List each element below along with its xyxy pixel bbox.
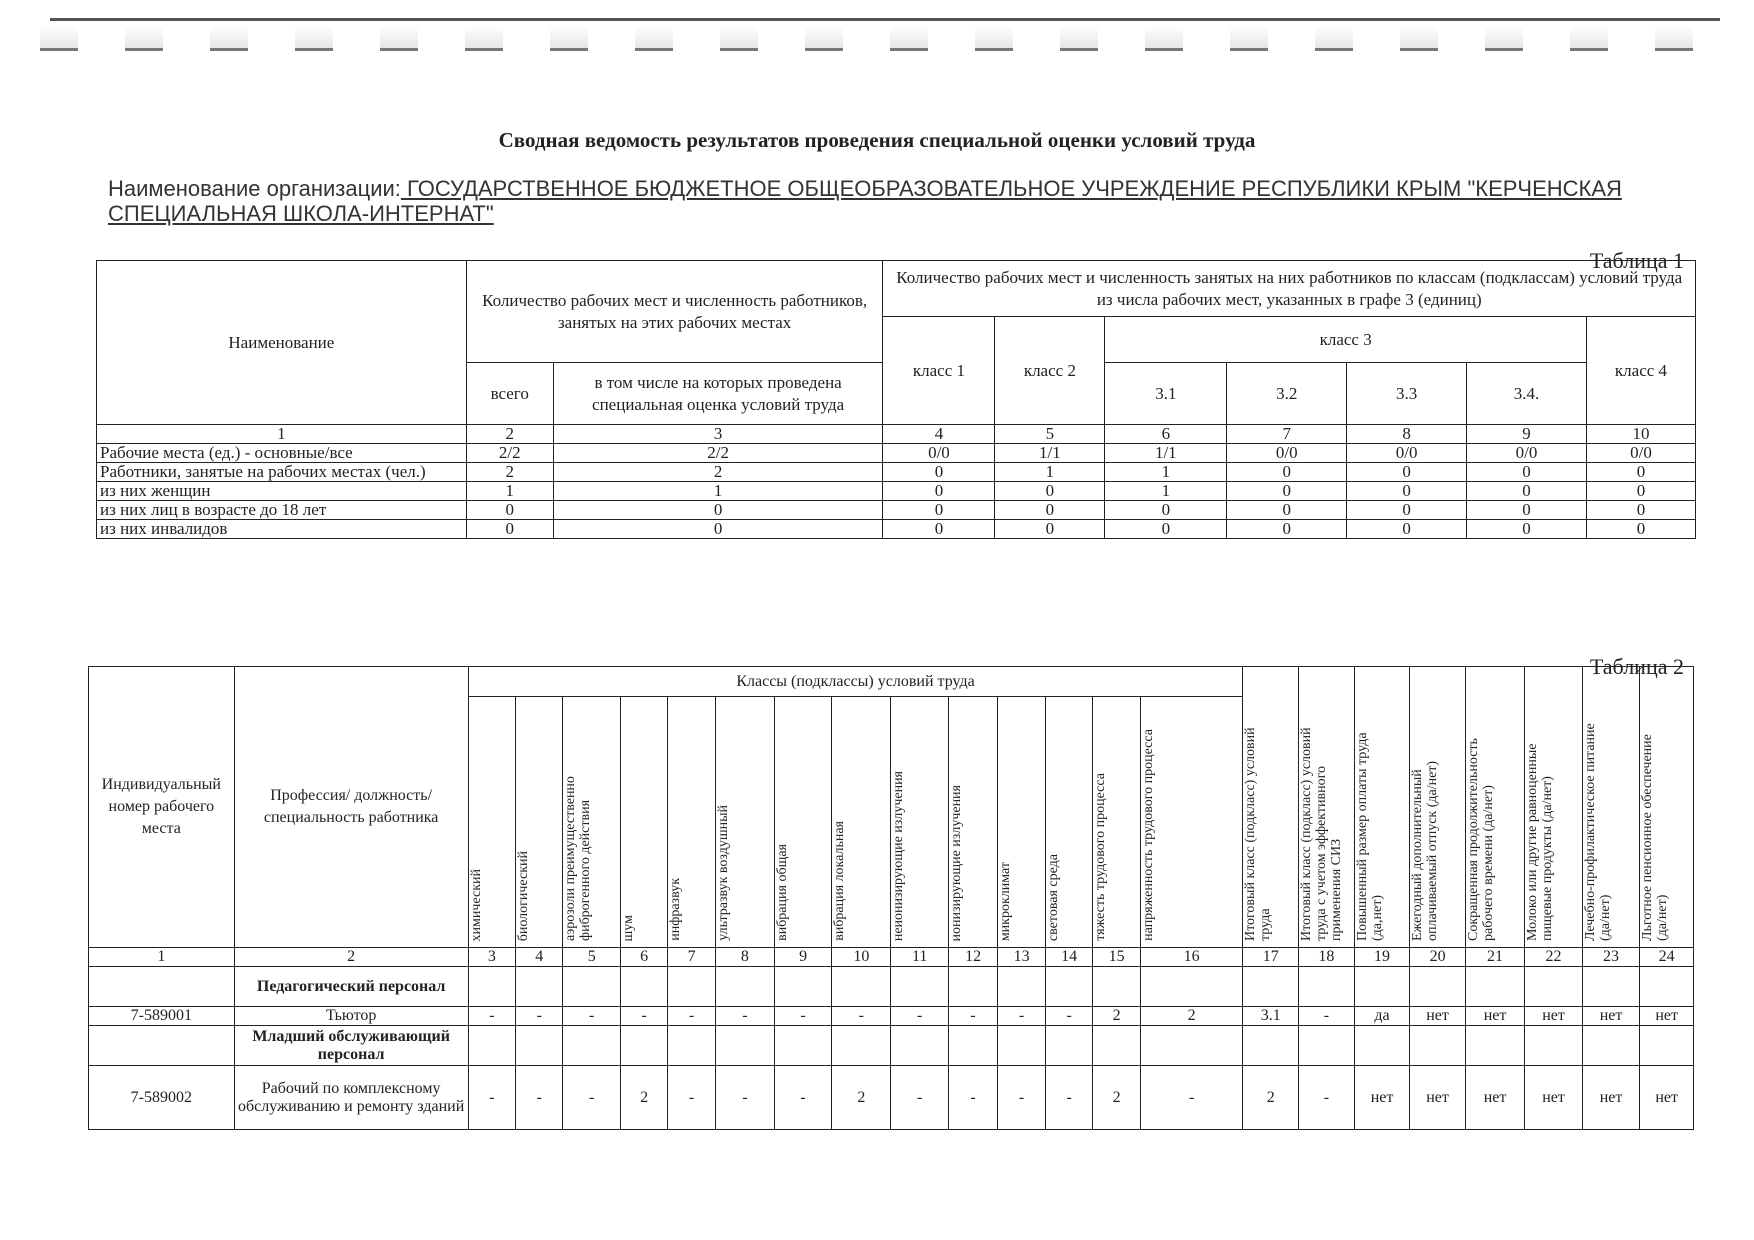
- group-label: Педагогический персонал: [234, 967, 468, 1007]
- cell: 2/2: [553, 444, 883, 463]
- t1-colnum: 9: [1467, 425, 1587, 444]
- t1-colnum: 2: [466, 425, 553, 444]
- cell: 0: [1227, 501, 1347, 520]
- group-row: [89, 1026, 1694, 1066]
- cell: 1: [1105, 463, 1227, 482]
- binding-hole: [550, 26, 588, 51]
- binding-hole: [125, 26, 163, 51]
- t2-colnum: 15: [1093, 948, 1141, 967]
- t2-colnum: 24: [1640, 948, 1694, 967]
- binding-hole: [975, 26, 1013, 51]
- binding-hole: [1230, 26, 1268, 51]
- t2-colnum: 10: [832, 948, 891, 967]
- t2-factor-header: неионизирующие излучения: [891, 697, 948, 948]
- workplace-id: 7-589002: [89, 1066, 235, 1130]
- t1-colnum: 6: [1105, 425, 1227, 444]
- cell: 0: [995, 501, 1105, 520]
- t2-header-profession: Профессия/ должность/ специальность работника: [234, 667, 468, 948]
- t1-colnum: 4: [883, 425, 995, 444]
- cell: 0: [466, 501, 553, 520]
- cell: 0: [883, 463, 995, 482]
- t2-factor-header: химический: [468, 697, 515, 948]
- t2-extra-header: Ежегодный дополнительный оплачиваемый отпуск (да/нет): [1410, 667, 1466, 948]
- cell: 0/0: [883, 444, 995, 463]
- t2-colnum: 6: [620, 948, 667, 967]
- binding-hole: [1145, 26, 1183, 51]
- cell: 0: [1227, 463, 1347, 482]
- cell: 0/0: [1227, 444, 1347, 463]
- t1-header-class3: класс 3: [1105, 317, 1587, 363]
- workplace-profession: Тьютор: [234, 1007, 468, 1026]
- t2-factor-header: тяжесть трудового процесса: [1093, 697, 1141, 948]
- t2-factor-header: инфразвук: [668, 697, 715, 948]
- t2-colnum: 11: [891, 948, 948, 967]
- t2-colnum: 2: [234, 948, 468, 967]
- t2-extra-header: Лечебно-профилактическое питание (да/нет): [1582, 667, 1640, 948]
- t2-colnum: 4: [516, 948, 563, 967]
- table-row: [97, 482, 1696, 501]
- t2-colnum: 16: [1140, 948, 1243, 967]
- table-row: [97, 463, 1696, 482]
- t2-colnum: 14: [1045, 948, 1093, 967]
- t1-header-3-2: 3.2: [1227, 363, 1347, 425]
- cell: нет: [1410, 1066, 1466, 1130]
- cell: 0: [1586, 463, 1695, 482]
- t2-colnum: 5: [563, 948, 621, 967]
- cell: -: [468, 1066, 515, 1130]
- cell: 0: [1467, 482, 1587, 501]
- cell: -: [832, 1007, 891, 1026]
- cell: -: [468, 1007, 515, 1026]
- t1-header-total: всего: [466, 363, 553, 425]
- t2-factor-header: биологический: [516, 697, 563, 948]
- t2-header-classes: Классы (подклассы) условий труда: [468, 667, 1243, 697]
- cell: -: [563, 1007, 621, 1026]
- cell: -: [516, 1007, 563, 1026]
- cell: 0: [995, 482, 1105, 501]
- t2-colnum: 13: [998, 948, 1046, 967]
- t2-factor-header: шум: [620, 697, 667, 948]
- cell: -: [774, 1007, 831, 1026]
- row-name: из них женщин: [97, 482, 467, 501]
- t1-header-class1: класс 1: [883, 317, 995, 425]
- t2-colnum: 3: [468, 948, 515, 967]
- t2-extra-header: Молоко или другие равноценные пищевые продукты (да/нет): [1525, 667, 1583, 948]
- cell: 0: [883, 482, 995, 501]
- t2-factor-header: световая среда: [1045, 697, 1093, 948]
- summary-table: [96, 260, 1696, 539]
- cell: -: [1140, 1066, 1243, 1130]
- binding-hole: [1060, 26, 1098, 51]
- t1-header-class4: класс 4: [1586, 317, 1695, 425]
- t2-colnum: 7: [668, 948, 715, 967]
- cell: нет: [1582, 1066, 1640, 1130]
- cell: 0: [553, 501, 883, 520]
- cell: 2: [1243, 1066, 1299, 1130]
- table-row: [97, 444, 1696, 463]
- cell: -: [668, 1066, 715, 1130]
- t2-factor-header: вибрация локальная: [832, 697, 891, 948]
- cell: 1/1: [1105, 444, 1227, 463]
- t2-extra-header: Итоговый класс (подкласс) условий труда: [1243, 667, 1299, 948]
- t1-header-name: Наименование: [97, 261, 467, 425]
- cell: -: [948, 1066, 998, 1130]
- table-row: [97, 501, 1696, 520]
- table-row: [97, 520, 1696, 539]
- cell: нет: [1354, 1066, 1410, 1130]
- t2-header-id: Индивидуальный номер рабочего места: [89, 667, 235, 948]
- t2-factor-header: ионизирующие излучения: [948, 697, 998, 948]
- cell: -: [1045, 1007, 1093, 1026]
- cell: 0: [466, 520, 553, 539]
- cell: 0: [1227, 482, 1347, 501]
- cell: -: [516, 1066, 563, 1130]
- cell: -: [715, 1007, 774, 1026]
- cell: нет: [1582, 1007, 1640, 1026]
- cell: 0/0: [1586, 444, 1695, 463]
- organization-line: [108, 176, 1668, 226]
- cell: -: [998, 1007, 1046, 1026]
- t2-colnum: 22: [1525, 948, 1583, 967]
- t1-colnum: 3: [553, 425, 883, 444]
- t1-column-numbers: [97, 425, 1696, 444]
- t2-colnum: 8: [715, 948, 774, 967]
- binding-bar: [50, 18, 1720, 21]
- workplace-id: 7-589001: [89, 1007, 235, 1026]
- cell: 0: [1227, 520, 1347, 539]
- t2-factor-header: микроклимат: [998, 697, 1046, 948]
- cell: 1: [1105, 482, 1227, 501]
- row-name: Работники, занятые на рабочих местах (чел.): [97, 463, 467, 482]
- table-row: [89, 1007, 1694, 1026]
- cell: нет: [1640, 1007, 1694, 1026]
- cell: нет: [1465, 1066, 1524, 1130]
- group-row: [89, 967, 1694, 1007]
- t1-colnum: 5: [995, 425, 1105, 444]
- t2-extra-header: Повышенный размер оплаты труда (да,нет): [1354, 667, 1410, 948]
- cell: 0: [1105, 501, 1227, 520]
- t1-header-3-4: 3.4.: [1467, 363, 1587, 425]
- binding-hole: [1315, 26, 1353, 51]
- t1-header-count: Количество рабочих мест и численность работников, занятых на этих рабочих местах: [466, 261, 883, 363]
- row-name: Рабочие места (ед.) - основные/все: [97, 444, 467, 463]
- organization-value: ГОСУДАРСТВЕННОЕ БЮДЖЕТНОЕ ОБЩЕОБРАЗОВАТЕЛЬНОЕ УЧРЕЖДЕНИЕ РЕСПУБЛИКИ КРЫМ "КЕРЧЕНСКАЯ СПЕЦИАЛЬНАЯ ШКОЛА-ИНТЕРНАТ": [108, 176, 1622, 226]
- t2-colnum: 23: [1582, 948, 1640, 967]
- t1-header-assessed: в том числе на которых проведена специальная оценка условий труда: [553, 363, 883, 425]
- t1-header-3-3: 3.3: [1347, 363, 1467, 425]
- binding-hole: [380, 26, 418, 51]
- cell: да: [1354, 1007, 1410, 1026]
- organization-label: Наименование организации:: [108, 176, 401, 201]
- cell: 1: [553, 482, 883, 501]
- cell: 0: [1586, 482, 1695, 501]
- cell: 2: [466, 463, 553, 482]
- cell: -: [774, 1066, 831, 1130]
- cell: 0: [553, 520, 883, 539]
- t1-header-classes: Количество рабочих мест и численность занятых на них работников по классам (подклассам) условий труда из числа рабочих мест, указанных в графе 3 (единиц): [883, 261, 1696, 317]
- binding-hole: [1400, 26, 1438, 51]
- cell: 0/0: [1467, 444, 1587, 463]
- cell: 2: [553, 463, 883, 482]
- cell: 2: [1093, 1007, 1141, 1026]
- workplace-profession: Рабочий по комплексному обслуживанию и ремонту зданий: [234, 1066, 468, 1130]
- cell: 0: [1586, 501, 1695, 520]
- t1-colnum: 8: [1347, 425, 1467, 444]
- cell: -: [891, 1066, 948, 1130]
- t2-colnum: 9: [774, 948, 831, 967]
- cell: 1: [466, 482, 553, 501]
- cell: 1: [995, 463, 1105, 482]
- t2-factor-header: аэрозоли преимущественно фиброгенного действия: [563, 697, 621, 948]
- cell: 0: [1347, 520, 1467, 539]
- t2-column-numbers: [89, 948, 1694, 967]
- cell: нет: [1525, 1066, 1583, 1130]
- cell: -: [620, 1007, 667, 1026]
- t2-colnum: 18: [1298, 948, 1354, 967]
- cell: 0: [1467, 463, 1587, 482]
- cell: 2: [620, 1066, 667, 1130]
- cell: 0: [883, 501, 995, 520]
- binding-hole: [1485, 26, 1523, 51]
- cell: -: [948, 1007, 998, 1026]
- binding-hole: [890, 26, 928, 51]
- cell: 1/1: [995, 444, 1105, 463]
- cell: 0: [1105, 520, 1227, 539]
- cell: 0: [1467, 520, 1587, 539]
- cell: 0: [1586, 520, 1695, 539]
- cell: 0: [1467, 501, 1587, 520]
- t2-extra-header: Итоговый класс (подкласс) условий труда с учетом эффективного применения СИЗ: [1298, 667, 1354, 948]
- cell: 0: [1347, 463, 1467, 482]
- cell: 0: [883, 520, 995, 539]
- cell: -: [668, 1007, 715, 1026]
- t2-extra-header: Сокращенная продолжительность рабочего времени (да/нет): [1465, 667, 1524, 948]
- binding-hole: [720, 26, 758, 51]
- group-label: Младший обслуживающий персонал: [234, 1026, 468, 1066]
- cell: -: [1298, 1066, 1354, 1130]
- cell: 0: [1347, 482, 1467, 501]
- cell: -: [998, 1066, 1046, 1130]
- row-name: из них инвалидов: [97, 520, 467, 539]
- t2-factor-header: ультразвук воздушный: [715, 697, 774, 948]
- row-name: из них лиц в возрасте до 18 лет: [97, 501, 467, 520]
- cell: -: [1045, 1066, 1093, 1130]
- binding-hole: [1570, 26, 1608, 51]
- cell: 2: [832, 1066, 891, 1130]
- cell: нет: [1640, 1066, 1694, 1130]
- binding-hole: [1655, 26, 1693, 51]
- t1-header-class2: класс 2: [995, 317, 1105, 425]
- table-row: [89, 1066, 1694, 1130]
- document-title: Сводная ведомость результатов проведения специальной оценки условий труда: [498, 128, 1256, 152]
- cell: нет: [1465, 1007, 1524, 1026]
- t1-colnum: 1: [97, 425, 467, 444]
- cell: -: [715, 1066, 774, 1130]
- t2-colnum: 1: [89, 948, 235, 967]
- cell: 3.1: [1243, 1007, 1299, 1026]
- t2-colnum: 19: [1354, 948, 1410, 967]
- cell: 0: [995, 520, 1105, 539]
- cell: нет: [1525, 1007, 1583, 1026]
- t2-factor-header: вибрация общая: [774, 697, 831, 948]
- cell: 2: [1140, 1007, 1243, 1026]
- binding-hole: [635, 26, 673, 51]
- workplaces-table: [88, 666, 1694, 1130]
- table1-label: Таблица 1: [1589, 248, 1684, 273]
- binding-hole: [805, 26, 843, 51]
- cell: 2/2: [466, 444, 553, 463]
- cell: -: [891, 1007, 948, 1026]
- t1-colnum: 7: [1227, 425, 1347, 444]
- t2-colnum: 20: [1410, 948, 1466, 967]
- binding-hole: [465, 26, 503, 51]
- t2-extra-header: Льготное пенсионное обеспечение (да/нет): [1640, 667, 1694, 948]
- cell: нет: [1410, 1007, 1466, 1026]
- cell: -: [1298, 1007, 1354, 1026]
- table2-label: Таблица 2: [1589, 654, 1684, 679]
- t1-header-3-1: 3.1: [1105, 363, 1227, 425]
- cell: 0/0: [1347, 444, 1467, 463]
- cell: 2: [1093, 1066, 1141, 1130]
- binding-strip: [30, 18, 1720, 52]
- binding-hole: [295, 26, 333, 51]
- binding-hole: [210, 26, 248, 51]
- t2-colnum: 12: [948, 948, 998, 967]
- t2-colnum: 21: [1465, 948, 1524, 967]
- cell: 0: [1347, 501, 1467, 520]
- t2-colnum: 17: [1243, 948, 1299, 967]
- t2-factor-header: напряженность трудового процесса: [1140, 697, 1243, 948]
- cell: -: [563, 1066, 621, 1130]
- binding-hole: [40, 26, 78, 51]
- t1-colnum: 10: [1586, 425, 1695, 444]
